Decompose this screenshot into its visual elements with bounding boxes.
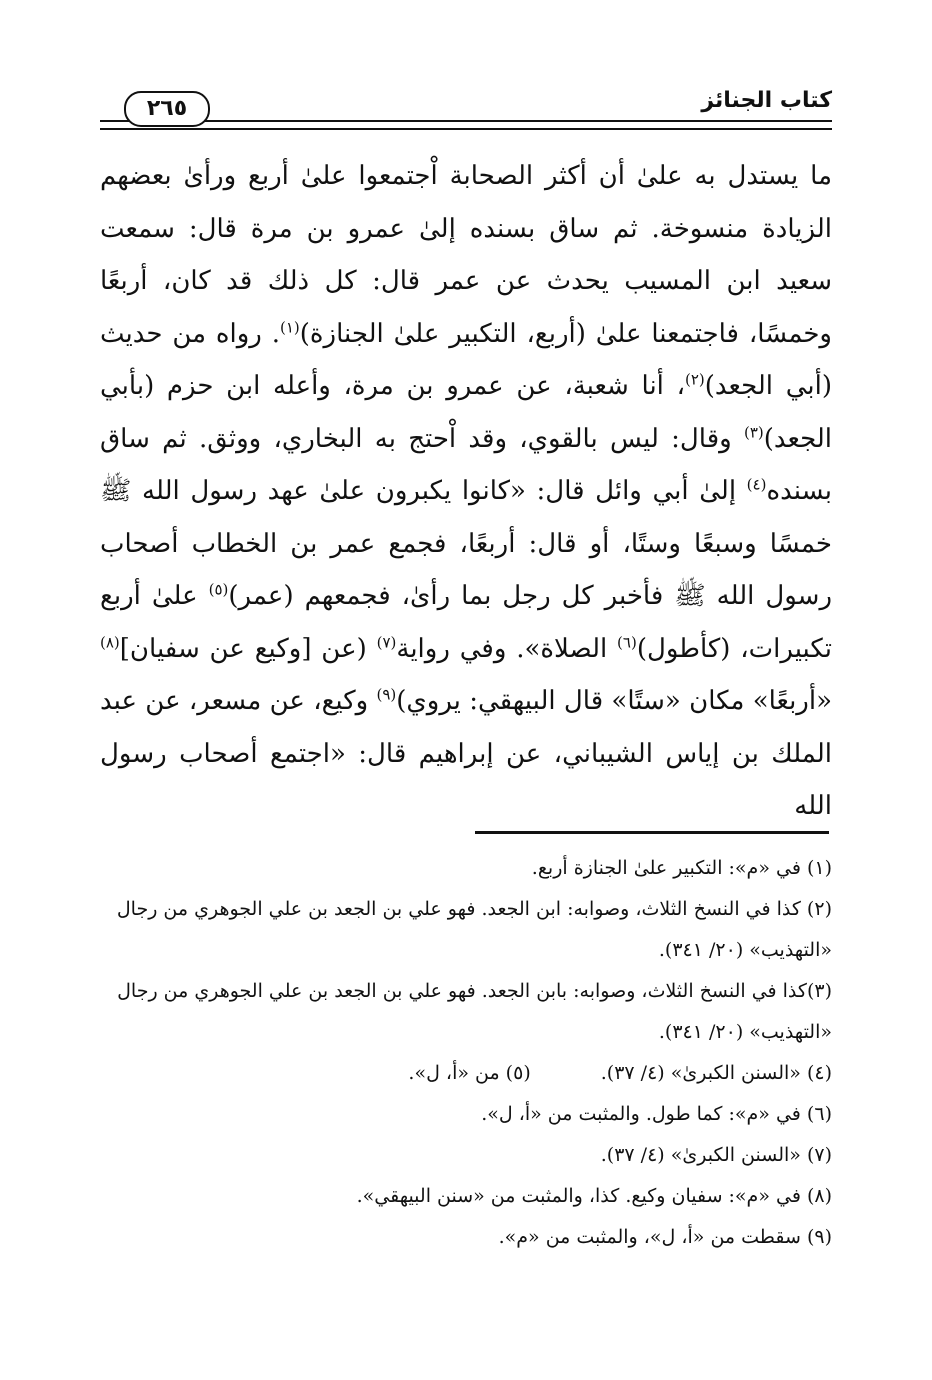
footnote-ref-7: (٧) xyxy=(376,632,397,651)
footnote-separator xyxy=(475,831,829,834)
text-run: ، أنا شعبة، عن عمرو بن مرة، وأعله ابن حزم (بأبي الجعد) xyxy=(100,371,832,454)
footnote-3: (٣)كذا في النسخ الثلاث، وصوابه: بابن الجعد. فهو علي بن الجعد بن علي الجوهري من رجال «التهذيب» (٢٠/ ٣٤١). xyxy=(117,980,832,1043)
footnote-1: (١) في «م»: التكبير علىٰ الجنازة أربع. xyxy=(531,857,832,879)
footnote-ref-2: (٢) xyxy=(684,370,705,389)
footnote-ref-4: (٤) xyxy=(746,475,767,494)
page-header xyxy=(100,88,832,138)
page-number: ٢٦٥ xyxy=(124,91,210,127)
text-run: الصلاة». وفي رواية xyxy=(396,633,618,664)
footnote-8: (٨) في «م»: سفيان وكيع. كذا، والمثبت من «سنن البيهقي». xyxy=(356,1185,832,1207)
footnote-5: (٥) من «أ، ل». xyxy=(408,1062,531,1084)
header-rule-top xyxy=(100,120,832,122)
footnote-pair xyxy=(100,1053,832,1094)
footnote-6: (٦) في «م»: كما طول. والمثبت من «أ، ل». xyxy=(481,1103,832,1125)
text-run: . رواه من حديث (أبي الجعد) xyxy=(100,318,832,401)
footnote-ref-8: (٨) xyxy=(100,632,120,651)
text-run: إلىٰ أبي وائل قال: «كانوا يكبرون علىٰ عهد رسول الله ﷺ خمسًا وسبعًا وستًا، أو قال: أربعًا، فجمع عمر بن الخطاب أصحاب رسول الله ﷺ فأخبر كل رجل بما رأىٰ، فجمعهم (عمر) xyxy=(100,476,832,611)
footnote-ref-6: (٦) xyxy=(617,632,637,651)
footnote-ref-1: (١) xyxy=(279,317,300,336)
footnote-4: (٤) «السنن الكبرىٰ» (٤/ ٣٧). xyxy=(600,1062,832,1084)
footnote-ref-5: (٥) xyxy=(208,580,229,599)
text-run: علىٰ أربع تكبيرات، (كأطول) xyxy=(100,581,832,664)
header-rule-bottom xyxy=(100,128,832,130)
footnote-ref-3: (٣) xyxy=(743,422,764,441)
text-run: ما يستدل به علىٰ أن أكثر الصحابة اْجتمعوا علىٰ أربع ورأىٰ بعضهم الزيادة منسوخة. ثم ساق بسنده إلىٰ عمرو بن مرة قال: سمعت سعيد ابن المسيب يحدث عن عمر قال: كل ذلك قد كان، أربعًا وخمسًا، فاجتمعنا علىٰ (أربع، التكبير علىٰ الجنازة) xyxy=(100,161,832,349)
footnote-9: (٩) سقطت من «أ، ل»، والمثبت من «م». xyxy=(498,1226,832,1248)
text-run: (عن [وكيع عن سفيان] xyxy=(119,633,377,664)
footnote-ref-9: (٩) xyxy=(376,685,397,704)
text-run: وكيع، عن مسعر، عن عبد الملك بن إياس الشيباني، عن إبراهيم قال: «اجتمع أصحاب رسول الله xyxy=(100,686,832,821)
text-run: «أربعًا» مكان «ستًا» قال البيهقي: يروي) xyxy=(396,686,832,716)
footnotes xyxy=(100,848,832,1258)
footnote-7: (٧) «السنن الكبرىٰ» (٤/ ٣٧). xyxy=(600,1144,832,1166)
main-text xyxy=(100,150,832,833)
footnote-2: (٢) كذا في النسخ الثلاث، وصوابه: ابن الجعد. فهو علي بن الجعد بن علي الجوهري من رجال «التهذيب» (٢٠/ ٣٤١). xyxy=(116,898,832,961)
chapter-title: كتاب الجنائز xyxy=(701,88,832,113)
text-run: وقال: ليس بالقوي، وقد اْحتج به البخاري، ووثق. ثم ساق بسنده xyxy=(100,423,832,506)
